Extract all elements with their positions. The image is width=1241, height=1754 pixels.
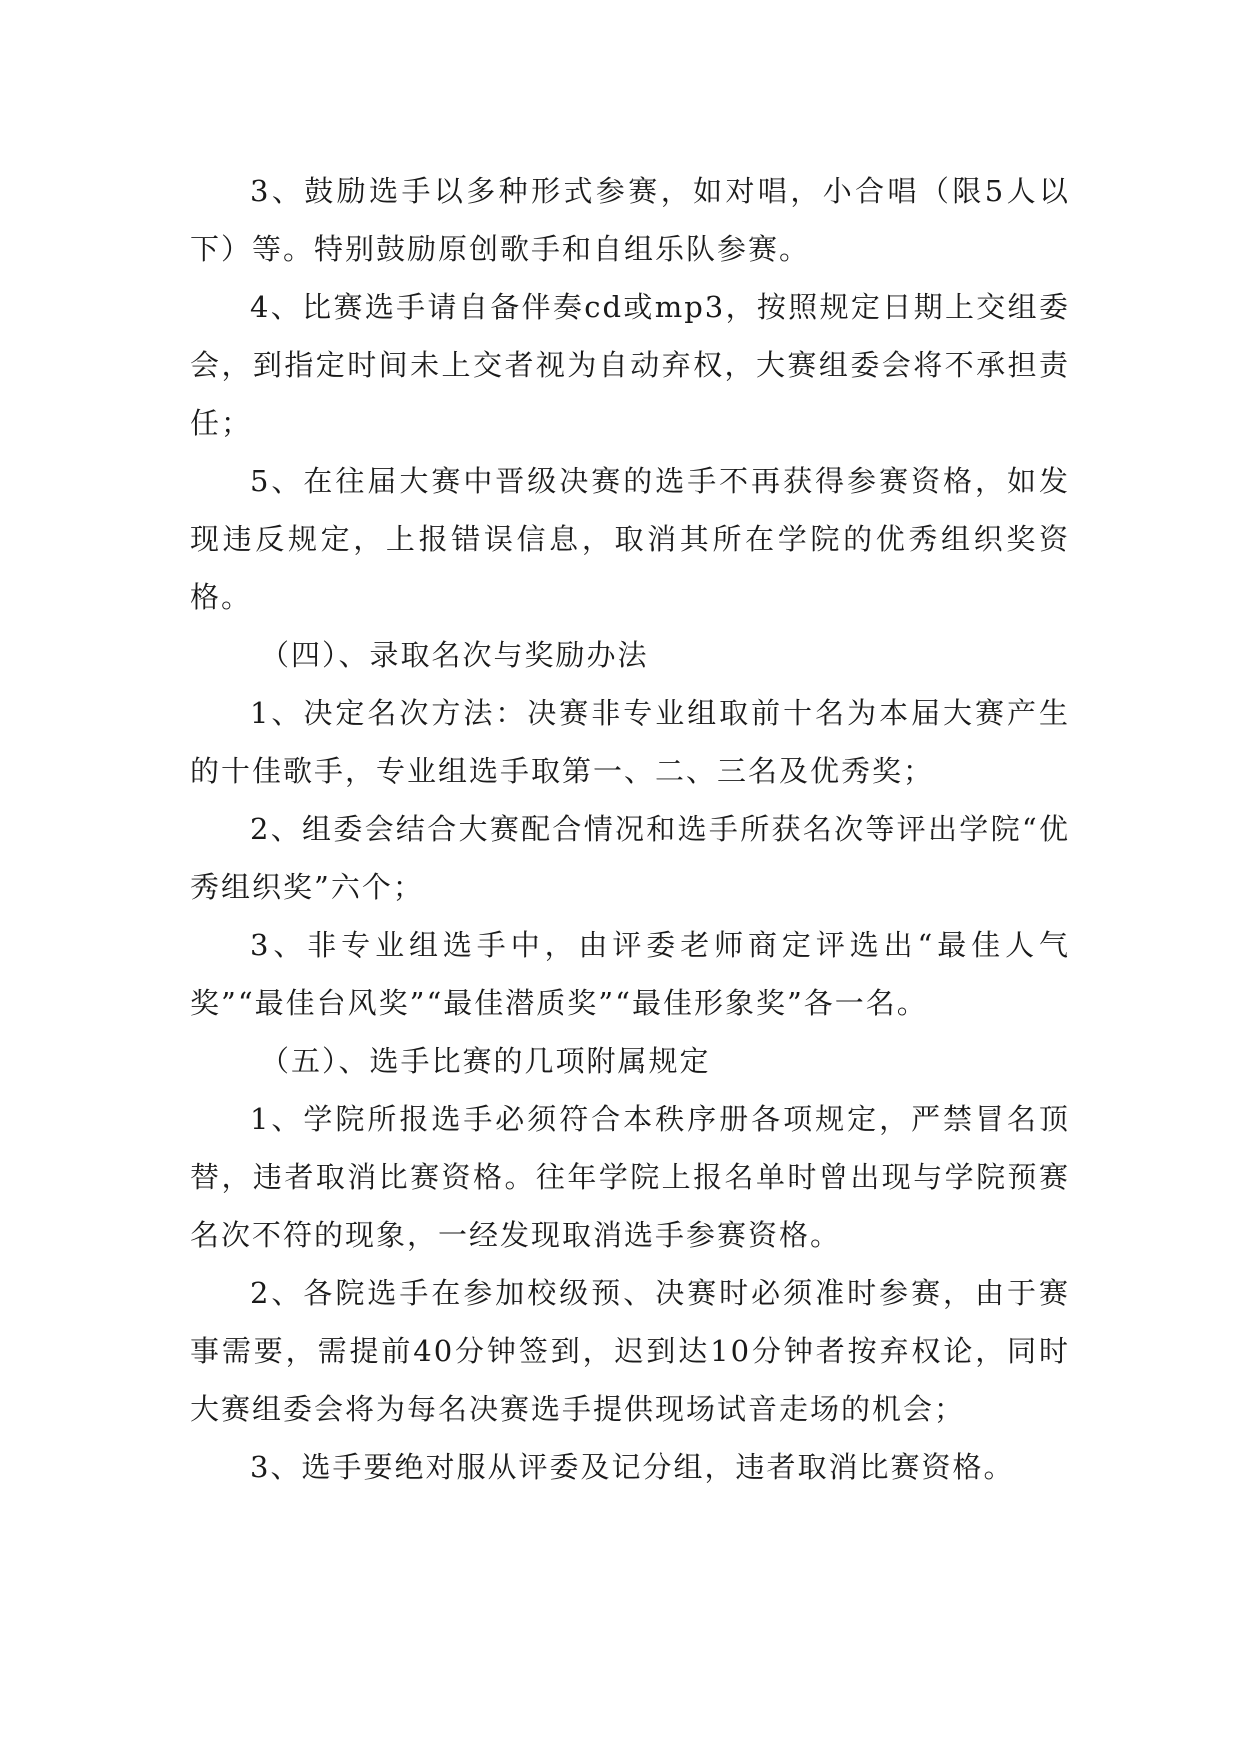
- rules-item-qualification: 1、学院所报选手必须符合本秩序册各项规定，严禁冒名顶替，违者取消比赛资格。往年学院上报名单时曾出现与学院预赛名次不符的现象，一经发现取消选手参赛资格。: [190, 1102, 1070, 1252]
- rules-item-obedience: 3、选手要绝对服从评委及记分组，违者取消比赛资格。: [250, 1450, 1015, 1484]
- section-heading-awards: （四）、录取名次与奖励办法: [260, 638, 649, 672]
- paragraph-encourage-forms: 3、鼓励选手以多种形式参赛，如对唱，小合唱（限5人以下）等。特别鼓励原创歌手和自组乐队参赛。: [190, 174, 1070, 266]
- awards-item-special: 3、非专业组选手中，由评委老师商定评选出“最佳人气奖”“最佳台风奖”“最佳潜质奖”“最佳形象奖”各一名。: [190, 928, 1070, 1020]
- document-body: [190, 162, 1070, 1496]
- paragraph-accompaniment: 4、比赛选手请自备伴奏cd或mp3，按照规定日期上交组委会，到指定时间未上交者视为自动弃权，大赛组委会将不承担责任；: [190, 290, 1070, 440]
- awards-item-ranking: 1、决定名次方法：决赛非专业组取前十名为本届大赛产生的十佳歌手，专业组选手取第一、二、三名及优秀奖；: [190, 696, 1070, 788]
- awards-item-organization: 2、组委会结合大赛配合情况和选手所获名次等评出学院“优秀组织奖”六个；: [190, 812, 1070, 904]
- section-heading-rules: （五）、选手比赛的几项附属规定: [260, 1044, 711, 1078]
- rules-item-punctuality: 2、各院选手在参加校级预、决赛时必须准时参赛，由于赛事需要，需提前40分钟签到，迟到达10分钟者按弃权论，同时大赛组委会将为每名决赛选手提供现场试音走场的机会；: [190, 1276, 1070, 1426]
- paragraph-eligibility: 5、在往届大赛中晋级决赛的选手不再获得参赛资格，如发现违反规定，上报错误信息，取消其所在学院的优秀组织奖资格。: [190, 464, 1070, 614]
